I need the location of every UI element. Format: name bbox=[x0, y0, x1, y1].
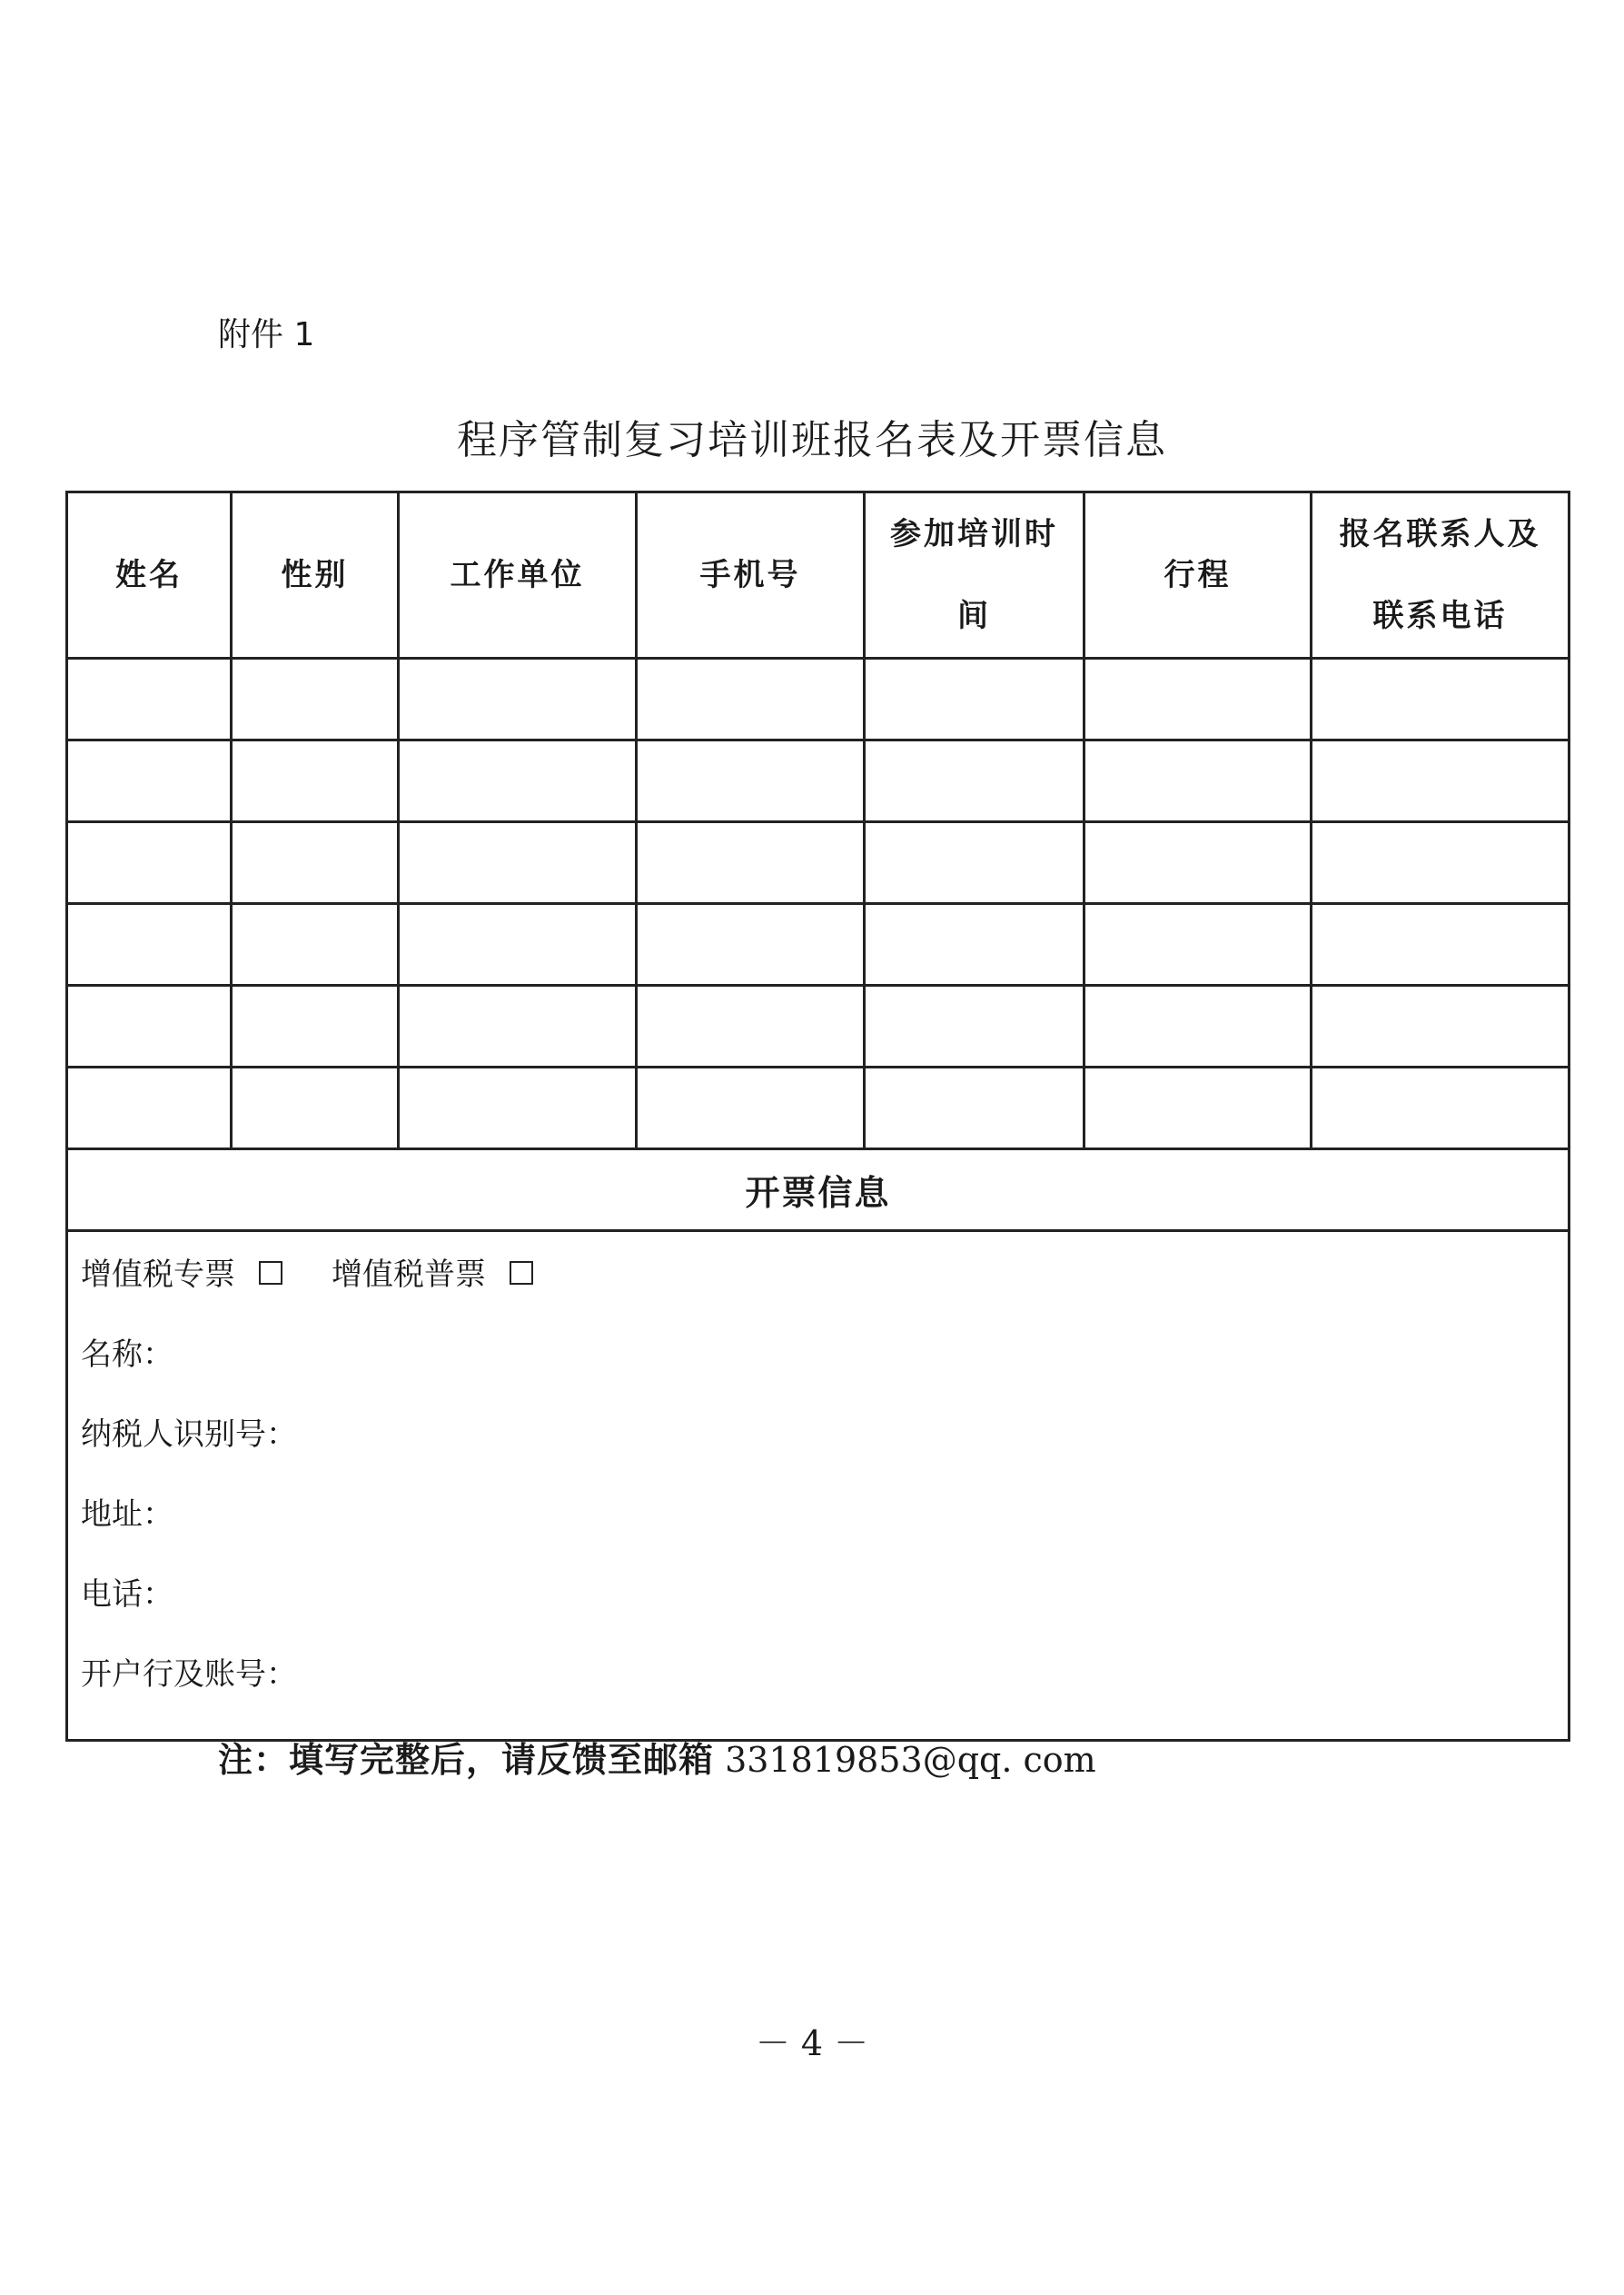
invoice-field-name-label: 名称： bbox=[81, 1336, 173, 1373]
cell-work-unit[interactable] bbox=[399, 1068, 637, 1149]
header-gender: 性别 bbox=[232, 492, 399, 659]
invoice-option-general[interactable] bbox=[332, 1247, 539, 1303]
cell-name[interactable] bbox=[67, 822, 232, 904]
invoice-option-general-label: 增值税普票 bbox=[332, 1257, 486, 1293]
cell-phone[interactable] bbox=[637, 1068, 865, 1149]
table-row bbox=[67, 822, 1570, 904]
cell-gender[interactable] bbox=[232, 904, 399, 986]
submission-note bbox=[218, 1732, 1096, 1782]
checkbox-special-invoice[interactable] bbox=[259, 1261, 282, 1285]
cell-phone[interactable] bbox=[637, 659, 865, 740]
cell-work-unit[interactable] bbox=[399, 659, 637, 740]
invoice-field-bank-account[interactable] bbox=[81, 1646, 1568, 1726]
cell-itinerary[interactable] bbox=[1084, 822, 1312, 904]
cell-contact[interactable] bbox=[1312, 986, 1570, 1068]
cell-phone[interactable] bbox=[637, 986, 865, 1068]
invoice-section-title: 开票信息 bbox=[67, 1149, 1570, 1231]
cell-gender[interactable] bbox=[232, 822, 399, 904]
invoice-field-tax-id[interactable] bbox=[81, 1406, 1568, 1486]
cell-itinerary[interactable] bbox=[1084, 659, 1312, 740]
table-row bbox=[67, 740, 1570, 822]
checkbox-general-invoice[interactable] bbox=[510, 1261, 533, 1285]
registration-table bbox=[65, 491, 1570, 1742]
note-text: 注：填写完整后，请反馈至邮箱 bbox=[218, 1739, 715, 1780]
table-row bbox=[67, 1068, 1570, 1149]
cell-name[interactable] bbox=[67, 986, 232, 1068]
cell-itinerary[interactable] bbox=[1084, 740, 1312, 822]
cell-gender[interactable] bbox=[232, 1068, 399, 1149]
invoice-type-line bbox=[81, 1247, 1568, 1326]
cell-itinerary[interactable] bbox=[1084, 1068, 1312, 1149]
cell-work-unit[interactable] bbox=[399, 986, 637, 1068]
header-training-time-line2: 间 bbox=[957, 598, 991, 634]
cell-contact[interactable] bbox=[1312, 659, 1570, 740]
cell-phone[interactable] bbox=[637, 822, 865, 904]
header-name: 姓名 bbox=[67, 492, 232, 659]
cell-phone[interactable] bbox=[637, 904, 865, 986]
cell-work-unit[interactable] bbox=[399, 740, 637, 822]
cell-name[interactable] bbox=[67, 904, 232, 986]
header-contact-line2: 联系电话 bbox=[1372, 598, 1508, 634]
cell-contact[interactable] bbox=[1312, 904, 1570, 986]
invoice-header-row bbox=[67, 1149, 1570, 1231]
header-itinerary: 行程 bbox=[1084, 492, 1312, 659]
invoice-details bbox=[67, 1231, 1570, 1741]
header-phone: 手机号 bbox=[637, 492, 865, 659]
form-title: 程序管制复习培训班报名表及开票信息 bbox=[457, 417, 1167, 463]
header-contact-line1: 报名联系人及 bbox=[1339, 516, 1541, 552]
invoice-option-special[interactable] bbox=[81, 1247, 288, 1303]
header-training-time bbox=[865, 492, 1084, 659]
cell-gender[interactable] bbox=[232, 740, 399, 822]
cell-name[interactable] bbox=[67, 659, 232, 740]
contact-email[interactable]: 331819853@qq. com bbox=[725, 1740, 1096, 1780]
cell-work-unit[interactable] bbox=[399, 822, 637, 904]
invoice-body-row bbox=[67, 1231, 1570, 1741]
invoice-field-phone-label: 电话： bbox=[81, 1576, 173, 1613]
cell-name[interactable] bbox=[67, 740, 232, 822]
invoice-option-special-label: 增值税专票 bbox=[81, 1257, 235, 1293]
cell-name[interactable] bbox=[67, 1068, 232, 1149]
cell-training-time[interactable] bbox=[865, 904, 1084, 986]
cell-contact[interactable] bbox=[1312, 1068, 1570, 1149]
invoice-field-address[interactable] bbox=[81, 1486, 1568, 1566]
invoice-field-bank-account-label: 开户行及账号： bbox=[81, 1656, 297, 1693]
cell-itinerary[interactable] bbox=[1084, 904, 1312, 986]
header-work-unit: 工作单位 bbox=[399, 492, 637, 659]
header-contact bbox=[1312, 492, 1570, 659]
cell-gender[interactable] bbox=[232, 986, 399, 1068]
cell-training-time[interactable] bbox=[865, 740, 1084, 822]
cell-training-time[interactable] bbox=[865, 822, 1084, 904]
cell-itinerary[interactable] bbox=[1084, 986, 1312, 1068]
cell-training-time[interactable] bbox=[865, 659, 1084, 740]
cell-contact[interactable] bbox=[1312, 822, 1570, 904]
invoice-field-phone[interactable] bbox=[81, 1566, 1568, 1646]
cell-phone[interactable] bbox=[637, 740, 865, 822]
cell-contact[interactable] bbox=[1312, 740, 1570, 822]
cell-work-unit[interactable] bbox=[399, 904, 637, 986]
page-number: － 4 － bbox=[755, 2023, 869, 2063]
invoice-field-tax-id-label: 纳税人识别号： bbox=[81, 1416, 297, 1453]
header-training-time-line1: 参加培训时 bbox=[890, 516, 1058, 552]
invoice-field-name[interactable] bbox=[81, 1326, 1568, 1406]
table-row bbox=[67, 986, 1570, 1068]
attachment-label: 附件 1 bbox=[218, 316, 315, 353]
table-row bbox=[67, 659, 1570, 740]
cell-training-time[interactable] bbox=[865, 986, 1084, 1068]
cell-training-time[interactable] bbox=[865, 1068, 1084, 1149]
invoice-field-address-label: 地址： bbox=[81, 1496, 173, 1533]
cell-gender[interactable] bbox=[232, 659, 399, 740]
table-row bbox=[67, 904, 1570, 986]
table-header-row bbox=[67, 492, 1570, 659]
